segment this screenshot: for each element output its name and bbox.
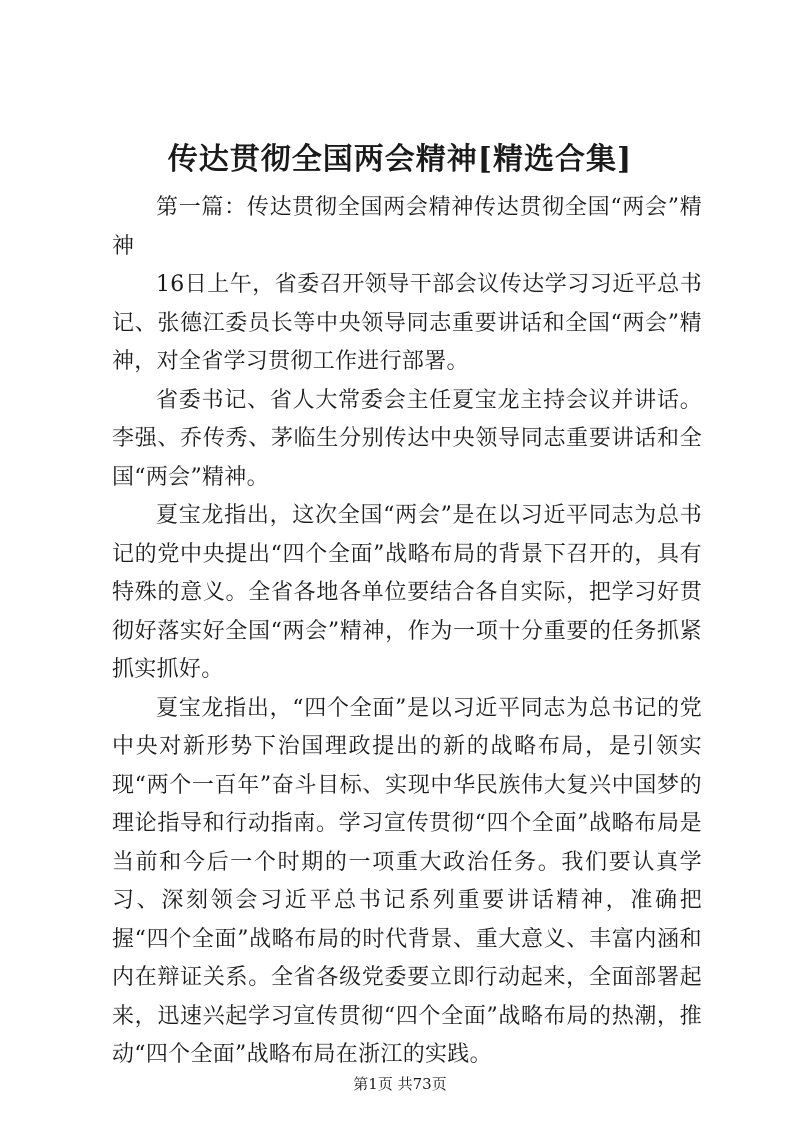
document-title: 传达贯彻全国两会精神[精选合集] (167, 142, 633, 177)
paragraph: 第一篇：传达贯彻全国两会精神传达贯彻全国“两会”精神 (112, 195, 702, 259)
page-footer: 第1页 共73页 (353, 1075, 447, 1093)
paragraph: 16日上午，省委召开领导干部会议传达学习习近平总书记、张德江委员长等中央领导同志重要讲话和全国“两会”精神，对全省学习贯彻工作进行部署。 (112, 272, 702, 374)
paragraph: 夏宝龙指出，“四个全面”是以习近平同志为总书记的党中央对新形势下治国理政提出的新的战略布局，是引领实现“两个一百年”奋斗目标、实现中华民族伟大复兴中国梦的理论指导和行动指南。学习宣传贯彻“四个全面”战略布局是当前和今后一个时期的一项重大政治任务。我们要认真学习、深刻领会习近平总书记系列重要讲话精神，准确把握“四个全面”战略布局的时代背景、重大意义、丰富内涵和内在辩证关系。全省各级党委要立即行动起来，全面部署起来，迅速兴起学习宣传贯彻“四个全面”战略布局的热潮，推动“四个全面”战略布局在浙江的实践。 (112, 695, 702, 1067)
paragraph: 夏宝龙指出，这次全国“两会”是在以习近平同志为总书记的党中央提出“四个全面”战略布局的背景下召开的，具有特殊的意义。全省各地各单位要结合各自实际，把学习好贯彻好落实好全国“两会”精神，作为一项十分重要的任务抓紧抓实抓好。 (112, 503, 702, 682)
document-body (112, 189, 702, 1075)
paragraph: 省委书记、省人大常委会主任夏宝龙主持会议并讲话。李强、乔传秀、茅临生分别传达中央领导同志重要讲话和全国“两会”精神。 (112, 387, 702, 490)
